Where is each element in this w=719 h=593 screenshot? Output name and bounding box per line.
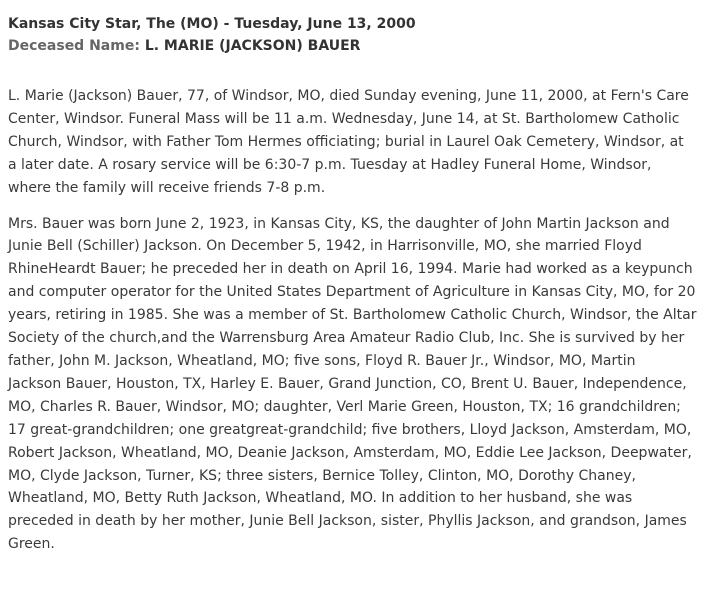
paragraph-line: Robert Jackson, Wheatland, MO, Deanie Jackson, Amsterdam, MO, Eddie Lee Jackson, Deepwater, bbox=[8, 444, 692, 461]
paragraph-line: father, John M. Jackson, Wheatland, MO; five sons, Floyd R. Bauer Jr., Windsor, MO, Martin bbox=[8, 352, 636, 369]
obituary-document bbox=[8, 13, 712, 556]
paragraph-line: preceded in death by her mother, Junie Bell Jackson, sister, Phyllis Jackson, and grandson, James bbox=[8, 513, 687, 530]
paragraph-line: Wheatland, MO, Betty Ruth Jackson, Wheatland, MO. In addition to her husband, she was bbox=[8, 490, 633, 507]
paragraph-line: MO, Charles R. Bauer, Windsor, MO; daughter, Verl Marie Green, Houston, TX; 16 grandchildren; bbox=[8, 398, 681, 415]
paragraph-line: Society of the church,and the Warrensburg Area Amateur Radio Club, Inc. She is survived by her bbox=[8, 330, 685, 347]
paragraph-line: years, retiring in 1985. She was a member of St. Bartholomew Catholic Church, Windsor, the Altar bbox=[8, 307, 697, 324]
paragraph-line: Green. bbox=[8, 536, 55, 553]
deceased-name-value: L. MARIE (JACKSON) BAUER bbox=[144, 38, 361, 54]
paragraph-line: Junie Bell (Schiller) Jackson. On December 5, 1942, in Harrisonville, MO, she married Floyd bbox=[8, 238, 642, 255]
paragraph-line: where the family will receive friends 7-8 p.m. bbox=[8, 179, 326, 196]
paragraph-line: Mrs. Bauer was born June 2, 1923, in Kansas City, KS, the daughter of John Martin Jackson and bbox=[8, 215, 670, 232]
paragraph-line: 17 great-grandchildren; one greatgreat-grandchild; five brothers, Lloyd Jackson, Amsterdam, MO, bbox=[8, 421, 692, 438]
obituary-paragraph-biography bbox=[8, 213, 712, 557]
paragraph-line: a later date. A rosary service will be 6:30-7 p.m. Tuesday at Hadley Funeral Home, Windsor, bbox=[8, 156, 652, 173]
deceased-name-line bbox=[8, 35, 712, 57]
paragraph-line: and computer operator for the United States Department of Agriculture in Kansas City, MO, for 20 bbox=[8, 284, 696, 301]
paragraph-line: Center, Windsor. Funeral Mass will be 11 a.m. Wednesday, June 14, at St. Bartholomew Catholic bbox=[8, 110, 680, 127]
paragraph-line: Jackson Bauer, Houston, TX, Harley E. Bauer, Grand Junction, CO, Brent U. Bauer, Independence, bbox=[8, 375, 687, 392]
publication-line: Kansas City Star, The (MO) - Tuesday, June 13, 2000 bbox=[8, 16, 416, 32]
paragraph-line: MO, Clyde Jackson, Turner, KS; three sisters, Bernice Tolley, Clinton, MO, Dorothy Chaney, bbox=[8, 467, 636, 484]
obituary-paragraph-service bbox=[8, 85, 712, 200]
paragraph-line: RhineHeardt Bauer; he preceded her in death on April 16, 1994. Marie had worked as a keypunch bbox=[8, 261, 693, 278]
deceased-name-label: Deceased Name: bbox=[8, 38, 140, 54]
paragraph-line: L. Marie (Jackson) Bauer, 77, of Windsor, MO, died Sunday evening, June 11, 2000, at Fern's Care bbox=[8, 88, 689, 104]
paragraph-line: Church, Windsor, with Father Tom Hermes officiating; burial in Laurel Oak Cemetery, Windsor, at bbox=[8, 133, 684, 150]
